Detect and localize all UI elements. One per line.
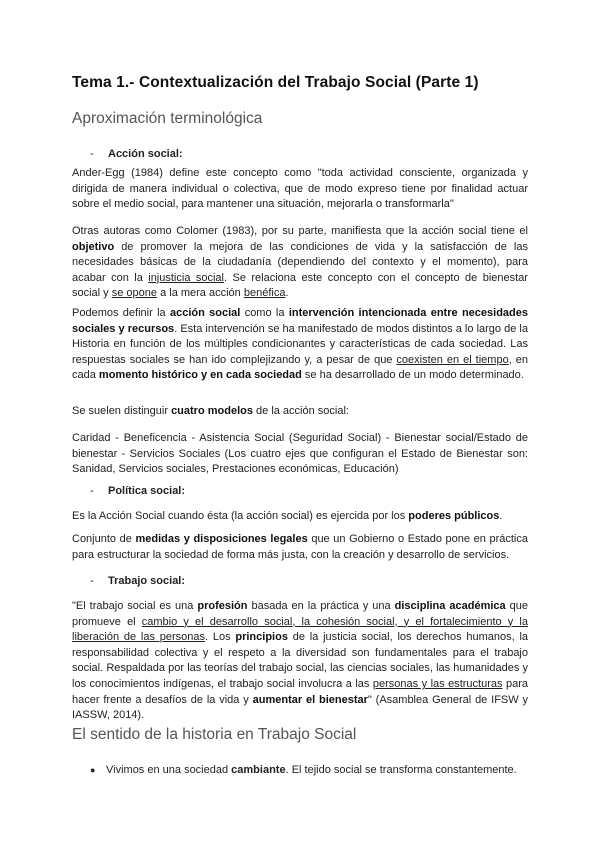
list-item-trabajo-social (90, 574, 185, 590)
list-item-politica-social (90, 484, 185, 500)
list-item-accion-social (90, 147, 183, 163)
paragraph-modelos-lista: Caridad - Beneficencia - Asistencia Social (Seguridad Social) - Bienestar social/Estado de bienestar - Servicios Sociales (Los cuatro ejes que configuran el Estado de Bienestar son: Sanidad, Servicios sociales, Prestaciones económicas, Educación) (72, 432, 528, 476)
paragraph-cuatro-modelos: Se suelen distinguir cuatro modelos de la acción social: (72, 405, 349, 417)
paragraph-medidas-legales: Conjunto de medidas y disposiciones legales que un Gobierno o Estado pone en práctica para estructurar la sociedad de forma más justa, con la creación y desarrollo de servicios. (72, 533, 528, 561)
subheading-trabajo-social: Trabajo social: (108, 575, 186, 587)
dash-marker: - (90, 575, 94, 587)
paragraph-definicion-trabajo-social: "El trabajo social es una profesión basada en la práctica y una disciplina académica que promueve el cambio y el desarrollo social, la cohesión social, y el fortalecimiento y la liberación de las personas. Los principios de la justicia social, los derechos humanos, la responsabilidad colectiva y el respeto a la diversidad son fundamentales para el trabajo social. Respaldada por las teorías del trabajo social, las ciencias sociales, las humanidades y los conocimientos indígenas, el trabajo social involucra a las personas y las estructuras para hacer frente a desafíos de la vida y aumentar el bienestar" (Asamblea General de IFSW y IASSW, 2014). (72, 600, 529, 722)
subheading-accion-social: Acción social: (108, 148, 183, 160)
paragraph-definicion-accion-social: Podemos definir la acción social como la intervención intencionada entre necesidades sociales y recursos. Esta intervención se ha manifestado de modos distintos a lo largo de la Historia en función de los múltiples condicionantes y características de cada sociedad. Las respuestas sociales se han ido complejizando y, a pesar de que coexisten en el tiempo, en cada momento histórico y en cada sociedad se ha desarrollado de un modo determinado. (72, 307, 528, 382)
dash-marker: - (90, 148, 94, 160)
dash-marker: - (90, 485, 94, 497)
paragraph-colomer: Otras autoras como Colomer (1983), por su parte, manifiesta que la acción social tiene el objetivo de promover la mejora de las condiciones de vida y la satisfacción de las necesidades básicas de la ciudadanía (dependiendo del contexto y el momento), para acabar con la injusticia social. Se relaciona este concepto con el concepto de bienestar social y se opone a la mera acción benéfica. (72, 225, 528, 300)
section-heading-aproximacion: Aproximación terminológica (72, 110, 263, 127)
subheading-politica-social: Política social: (108, 485, 186, 497)
bullet-icon: ● (90, 765, 96, 775)
section-heading-sentido-historia: El sentido de la historia en Trabajo Social (72, 726, 357, 743)
bullet-item-sociedad-cambiante: ● Vivimos en una sociedad cambiante. El tejido social se transforma constantemente. (90, 763, 517, 779)
paragraph-politica-social-definicion: Es la Acción Social cuando ésta (la acción social) es ejercida por los poderes públicos. (72, 510, 503, 522)
paragraph-ander-egg: Ander-Egg (1984) define este concepto como "toda actividad consciente, organizada y dirigida de manera individual o colectiva, que de modo expreso tiene por finalidad actuar sobre el medio social, para mantener una situación, mejorarla o transformarla" (72, 167, 528, 211)
document-title: Tema 1.- Contextualización del Trabajo Social (Parte 1) (72, 74, 479, 91)
